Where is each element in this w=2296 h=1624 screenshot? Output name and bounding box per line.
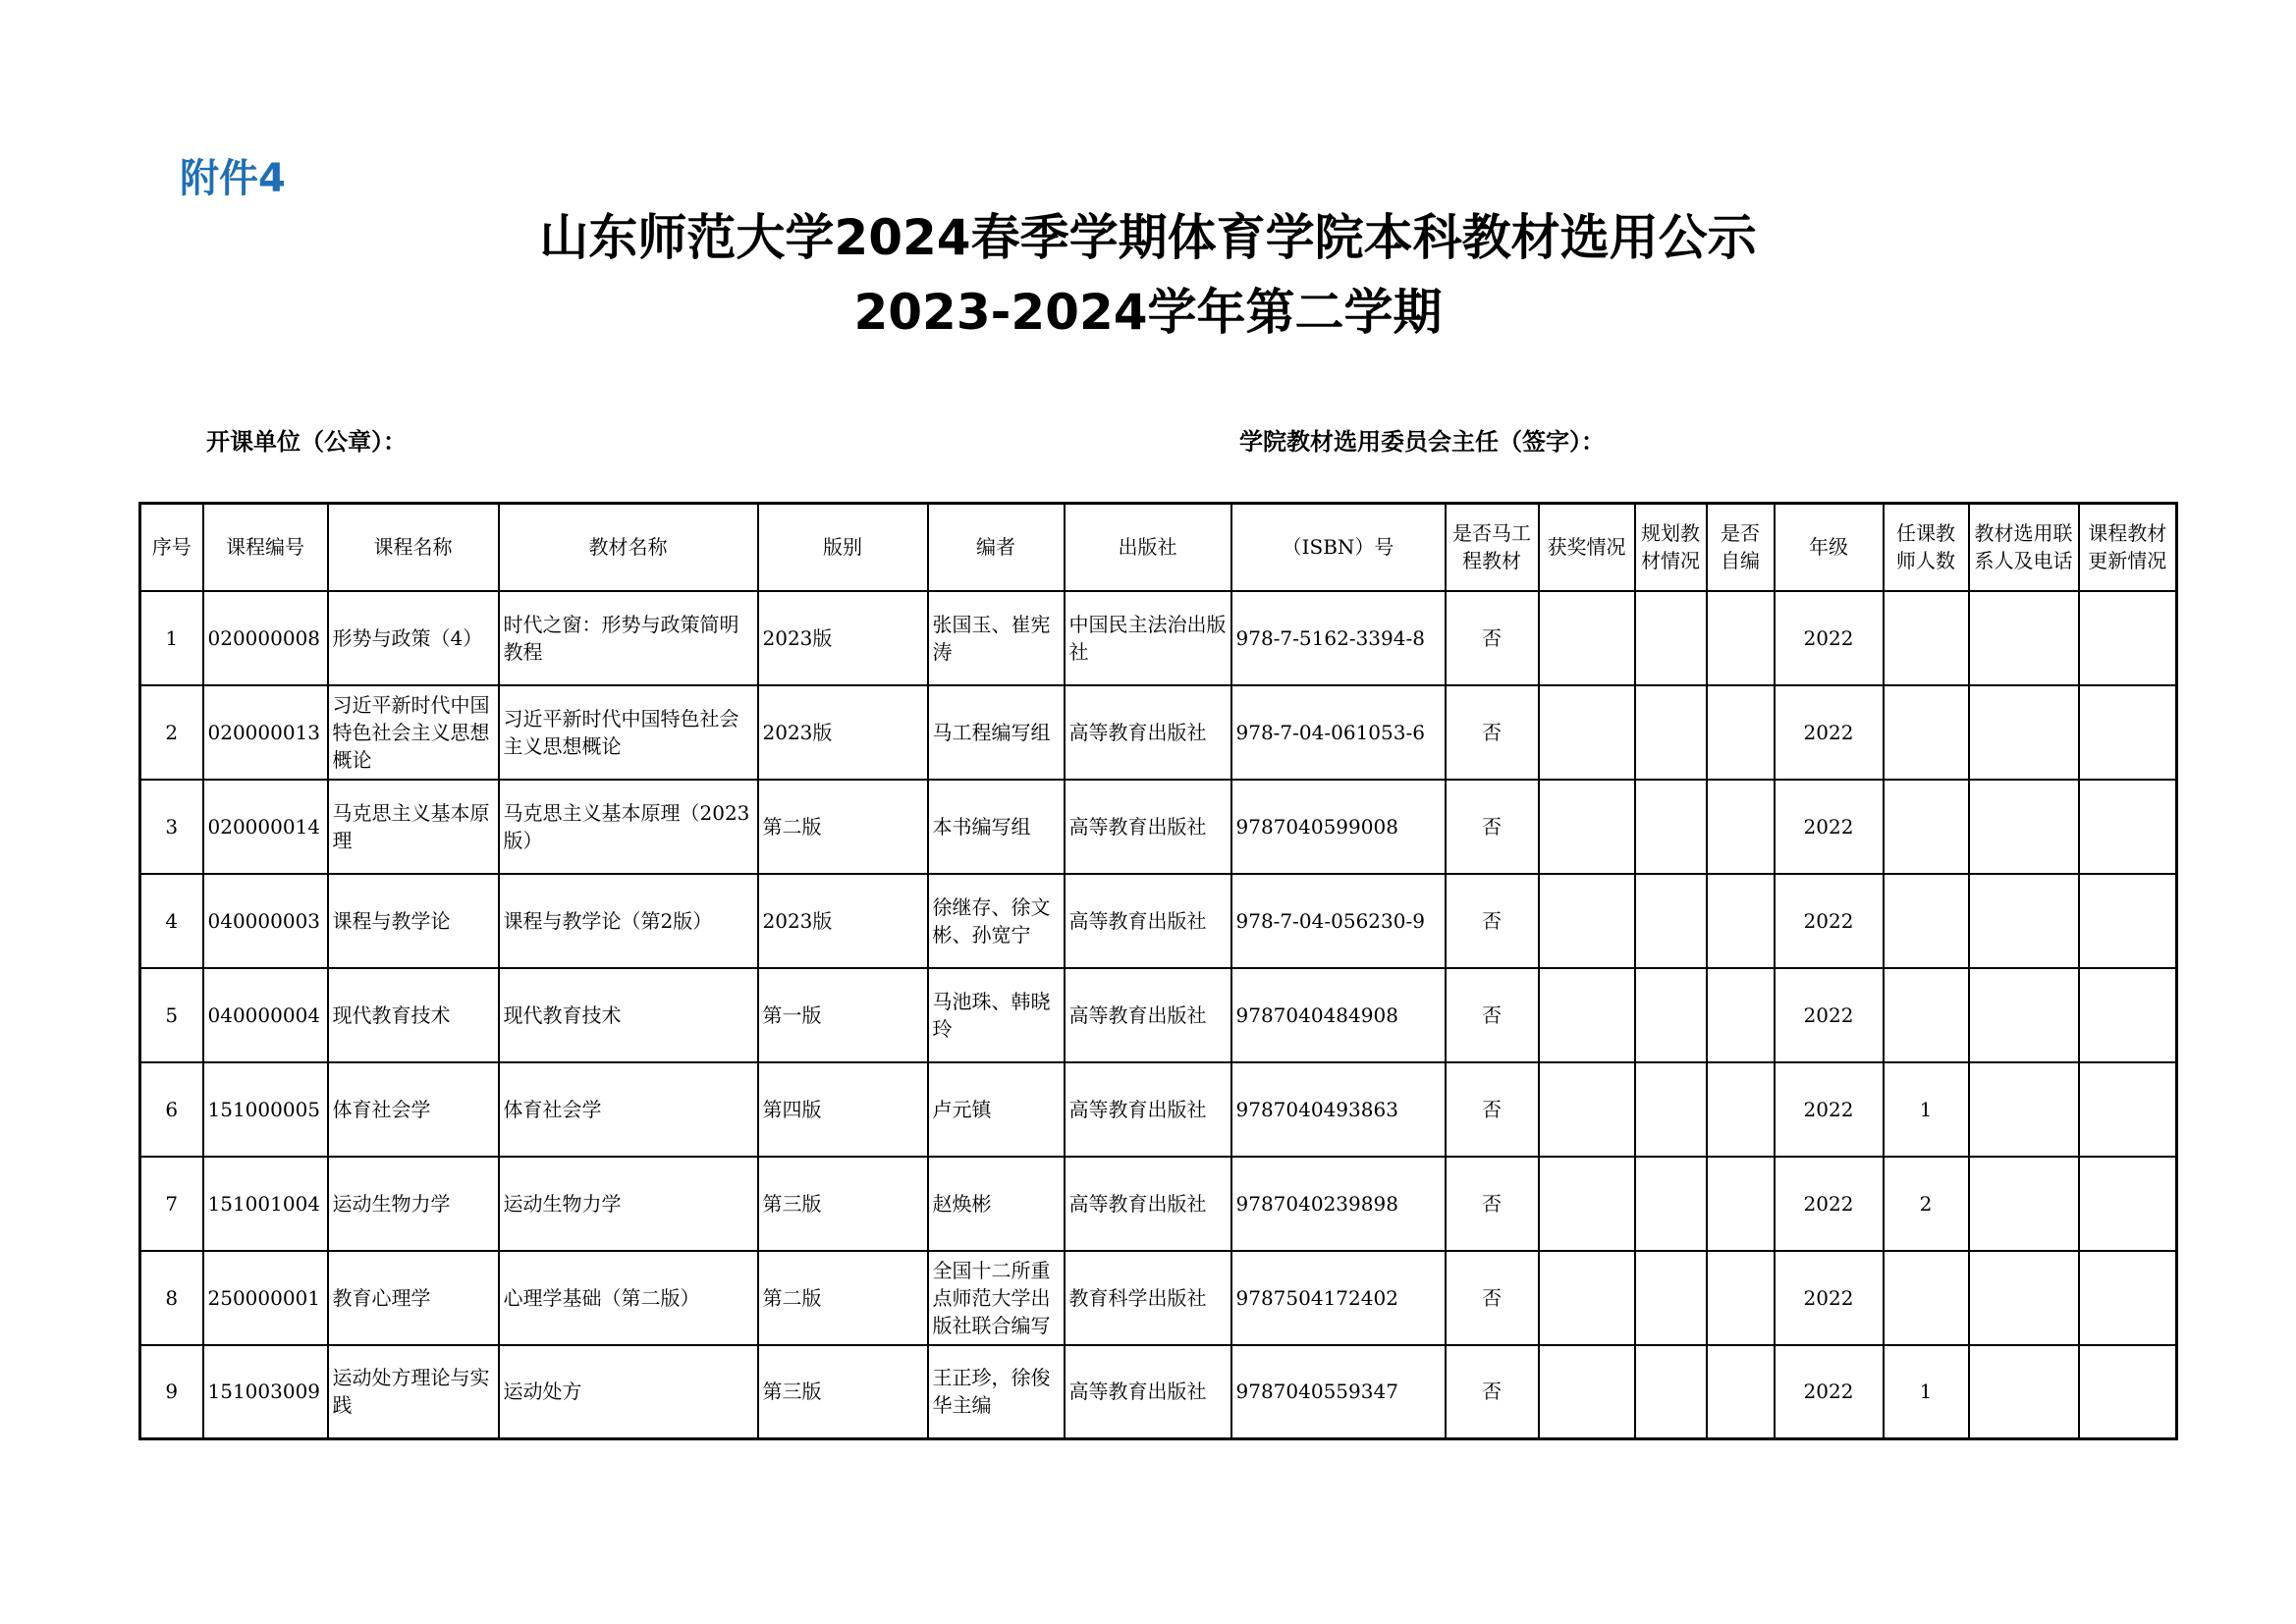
- cell-self-compiled: [1707, 1345, 1775, 1439]
- col-planned-textbook-header: 规划教材情况: [1635, 504, 1707, 591]
- cell-isbn: 9787504172402: [1231, 1251, 1446, 1345]
- cell-publisher: 高等教育出版社: [1065, 780, 1231, 874]
- cell-publisher: 教育科学出版社: [1065, 1251, 1231, 1345]
- cell-marxism-project: 否: [1446, 780, 1539, 874]
- cell-textbook-name: 现代教育技术: [499, 968, 758, 1062]
- cell-self-compiled: [1707, 780, 1775, 874]
- cell-planned-textbook: [1635, 685, 1707, 780]
- table-header-row: [140, 504, 2177, 591]
- cell-isbn: 9787040559347: [1231, 1345, 1446, 1439]
- col-contact-header: 教材选用联系人及电话: [1969, 504, 2079, 591]
- cell-isbn: 9787040239898: [1231, 1157, 1446, 1251]
- cell-self-compiled: [1707, 685, 1775, 780]
- col-isbn-header: （ISBN）号: [1231, 504, 1446, 591]
- textbook-table: [138, 502, 2178, 1440]
- cell-teacher-count: [1884, 685, 1969, 780]
- table-row: [140, 685, 2177, 780]
- cell-self-compiled: [1707, 1251, 1775, 1345]
- cell-index: 9: [140, 1345, 203, 1439]
- cell-edition: 第三版: [758, 1345, 928, 1439]
- cell-contact: [1969, 1345, 2079, 1439]
- cell-planned-textbook: [1635, 1062, 1707, 1157]
- cell-marxism-project: 否: [1446, 1157, 1539, 1251]
- cell-index: 6: [140, 1062, 203, 1157]
- cell-course-name: 运动处方理论与实践: [328, 1345, 499, 1439]
- cell-teacher-count: 2: [1884, 1157, 1969, 1251]
- cell-self-compiled: [1707, 1157, 1775, 1251]
- cell-planned-textbook: [1635, 591, 1707, 685]
- cell-course-code: 040000003: [203, 874, 328, 968]
- cell-planned-textbook: [1635, 780, 1707, 874]
- cell-teacher-count: [1884, 591, 1969, 685]
- document-title: 山东师范大学2024春季学期体育学院本科教材选用公示: [539, 209, 1757, 266]
- cell-awards: [1539, 1251, 1635, 1345]
- table-row: [140, 1345, 2177, 1439]
- signature-department: 开课单位（公章）：: [206, 428, 407, 456]
- cell-self-compiled: [1707, 968, 1775, 1062]
- cell-isbn: 978-7-04-056230-9: [1231, 874, 1446, 968]
- cell-textbook-name: 课程与教学论（第2版）: [499, 874, 758, 968]
- cell-contact: [1969, 780, 2079, 874]
- cell-planned-textbook: [1635, 1157, 1707, 1251]
- cell-course-code: 151003009: [203, 1345, 328, 1439]
- cell-editor: 全国十二所重点师范大学出版社联合编写: [928, 1251, 1065, 1345]
- cell-teacher-count: 1: [1884, 1345, 1969, 1439]
- cell-update-status: [2079, 1157, 2177, 1251]
- table-row: [140, 1251, 2177, 1345]
- cell-grade: 2022: [1775, 874, 1884, 968]
- col-self-compiled-header: 是否自编: [1707, 504, 1775, 591]
- cell-isbn: 9787040599008: [1231, 780, 1446, 874]
- col-textbook-name-header: 教材名称: [499, 504, 758, 591]
- cell-update-status: [2079, 685, 2177, 780]
- cell-awards: [1539, 874, 1635, 968]
- cell-textbook-name: 体育社会学: [499, 1062, 758, 1157]
- cell-textbook-name: 时代之窗：形势与政策简明教程: [499, 591, 758, 685]
- cell-course-name: 现代教育技术: [328, 968, 499, 1062]
- signature-committee-director: 学院教材选用委员会主任（签字）：: [1239, 428, 1605, 456]
- cell-teacher-count: 1: [1884, 1062, 1969, 1157]
- cell-isbn: 978-7-04-061053-6: [1231, 685, 1446, 780]
- cell-textbook-name: 心理学基础（第二版）: [499, 1251, 758, 1345]
- cell-awards: [1539, 1345, 1635, 1439]
- cell-teacher-count: [1884, 1251, 1969, 1345]
- cell-isbn: 9787040493863: [1231, 1062, 1446, 1157]
- col-grade-header: 年级: [1775, 504, 1884, 591]
- cell-self-compiled: [1707, 874, 1775, 968]
- col-course-name-header: 课程名称: [328, 504, 499, 591]
- cell-course-name: 教育心理学: [328, 1251, 499, 1345]
- cell-update-status: [2079, 874, 2177, 968]
- cell-isbn: 9787040484908: [1231, 968, 1446, 1062]
- cell-grade: 2022: [1775, 591, 1884, 685]
- cell-index: 1: [140, 591, 203, 685]
- cell-marxism-project: 否: [1446, 968, 1539, 1062]
- cell-edition: 第四版: [758, 1062, 928, 1157]
- cell-publisher: 中国民主法治出版社: [1065, 591, 1231, 685]
- cell-grade: 2022: [1775, 1251, 1884, 1345]
- col-teacher-count-header: 任课教师人数: [1884, 504, 1969, 591]
- col-marxism-project-header: 是否马工程教材: [1446, 504, 1539, 591]
- col-publisher-header: 出版社: [1065, 504, 1231, 591]
- cell-update-status: [2079, 1345, 2177, 1439]
- cell-editor: 卢元镇: [928, 1062, 1065, 1157]
- table-row: [140, 1157, 2177, 1251]
- cell-course-code: 020000014: [203, 780, 328, 874]
- col-awards-header: 获奖情况: [1539, 504, 1635, 591]
- cell-planned-textbook: [1635, 874, 1707, 968]
- cell-course-code: 151000005: [203, 1062, 328, 1157]
- cell-update-status: [2079, 780, 2177, 874]
- cell-marxism-project: 否: [1446, 1062, 1539, 1157]
- cell-awards: [1539, 685, 1635, 780]
- cell-contact: [1969, 968, 2079, 1062]
- cell-self-compiled: [1707, 591, 1775, 685]
- cell-isbn: 978-7-5162-3394-8: [1231, 591, 1446, 685]
- cell-grade: 2022: [1775, 1157, 1884, 1251]
- col-index-header: 序号: [140, 504, 203, 591]
- cell-course-code: 250000001: [203, 1251, 328, 1345]
- cell-teacher-count: [1884, 968, 1969, 1062]
- cell-publisher: 高等教育出版社: [1065, 968, 1231, 1062]
- cell-textbook-name: 运动处方: [499, 1345, 758, 1439]
- cell-editor: 本书编写组: [928, 780, 1065, 874]
- cell-index: 4: [140, 874, 203, 968]
- cell-textbook-name: 运动生物力学: [499, 1157, 758, 1251]
- cell-edition: 2023版: [758, 591, 928, 685]
- cell-course-name: 运动生物力学: [328, 1157, 499, 1251]
- table-row: [140, 968, 2177, 1062]
- cell-teacher-count: [1884, 874, 1969, 968]
- cell-contact: [1969, 685, 2079, 780]
- cell-index: 8: [140, 1251, 203, 1345]
- cell-course-code: 151001004: [203, 1157, 328, 1251]
- cell-edition: 2023版: [758, 685, 928, 780]
- cell-textbook-name: 习近平新时代中国特色社会主义思想概论: [499, 685, 758, 780]
- cell-edition: 第二版: [758, 1251, 928, 1345]
- cell-index: 5: [140, 968, 203, 1062]
- cell-marxism-project: 否: [1446, 591, 1539, 685]
- cell-index: 3: [140, 780, 203, 874]
- cell-edition: 第一版: [758, 968, 928, 1062]
- cell-marxism-project: 否: [1446, 874, 1539, 968]
- cell-course-name: 形势与政策（4）: [328, 591, 499, 685]
- col-edition-header: 版别: [758, 504, 928, 591]
- cell-update-status: [2079, 591, 2177, 685]
- cell-awards: [1539, 968, 1635, 1062]
- cell-publisher: 高等教育出版社: [1065, 685, 1231, 780]
- cell-index: 2: [140, 685, 203, 780]
- cell-course-code: 020000013: [203, 685, 328, 780]
- cell-edition: 第二版: [758, 780, 928, 874]
- cell-marxism-project: 否: [1446, 1251, 1539, 1345]
- cell-contact: [1969, 1062, 2079, 1157]
- cell-grade: 2022: [1775, 1062, 1884, 1157]
- cell-course-name: 课程与教学论: [328, 874, 499, 968]
- cell-contact: [1969, 874, 2079, 968]
- cell-course-name: 习近平新时代中国特色社会主义思想概论: [328, 685, 499, 780]
- cell-awards: [1539, 780, 1635, 874]
- cell-planned-textbook: [1635, 968, 1707, 1062]
- col-update-status-header: 课程教材更新情况: [2079, 504, 2177, 591]
- cell-contact: [1969, 1251, 2079, 1345]
- cell-awards: [1539, 1062, 1635, 1157]
- cell-awards: [1539, 591, 1635, 685]
- cell-editor: 徐继存、徐文彬、孙宽宁: [928, 874, 1065, 968]
- cell-planned-textbook: [1635, 1345, 1707, 1439]
- cell-grade: 2022: [1775, 1345, 1884, 1439]
- cell-contact: [1969, 1157, 2079, 1251]
- cell-self-compiled: [1707, 1062, 1775, 1157]
- cell-update-status: [2079, 1062, 2177, 1157]
- cell-index: 7: [140, 1157, 203, 1251]
- cell-course-code: 020000008: [203, 591, 328, 685]
- cell-marxism-project: 否: [1446, 685, 1539, 780]
- table-row: [140, 1062, 2177, 1157]
- cell-editor: 马池珠、韩晓玲: [928, 968, 1065, 1062]
- cell-grade: 2022: [1775, 685, 1884, 780]
- attachment-label: 附件4: [180, 156, 286, 201]
- cell-editor: 马工程编写组: [928, 685, 1065, 780]
- cell-editor: 张国玉、崔宪涛: [928, 591, 1065, 685]
- cell-publisher: 高等教育出版社: [1065, 1062, 1231, 1157]
- cell-course-code: 040000004: [203, 968, 328, 1062]
- cell-teacher-count: [1884, 780, 1969, 874]
- cell-edition: 第三版: [758, 1157, 928, 1251]
- cell-publisher: 高等教育出版社: [1065, 1157, 1231, 1251]
- col-editor-header: 编者: [928, 504, 1065, 591]
- table-row: [140, 874, 2177, 968]
- cell-marxism-project: 否: [1446, 1345, 1539, 1439]
- cell-course-name: 马克思主义基本原理: [328, 780, 499, 874]
- cell-editor: 赵焕彬: [928, 1157, 1065, 1251]
- cell-textbook-name: 马克思主义基本原理（2023版）: [499, 780, 758, 874]
- table-row: [140, 591, 2177, 685]
- col-course-code-header: 课程编号: [203, 504, 328, 591]
- cell-planned-textbook: [1635, 1251, 1707, 1345]
- cell-publisher: 高等教育出版社: [1065, 1345, 1231, 1439]
- cell-contact: [1969, 591, 2079, 685]
- cell-editor: 王正珍，徐俊华主编: [928, 1345, 1065, 1439]
- cell-grade: 2022: [1775, 968, 1884, 1062]
- cell-grade: 2022: [1775, 780, 1884, 874]
- document-subtitle: 2023-2024学年第二学期: [853, 284, 1443, 341]
- cell-edition: 2023版: [758, 874, 928, 968]
- cell-course-name: 体育社会学: [328, 1062, 499, 1157]
- cell-update-status: [2079, 1251, 2177, 1345]
- table-row: [140, 780, 2177, 874]
- cell-update-status: [2079, 968, 2177, 1062]
- cell-publisher: 高等教育出版社: [1065, 874, 1231, 968]
- cell-awards: [1539, 1157, 1635, 1251]
